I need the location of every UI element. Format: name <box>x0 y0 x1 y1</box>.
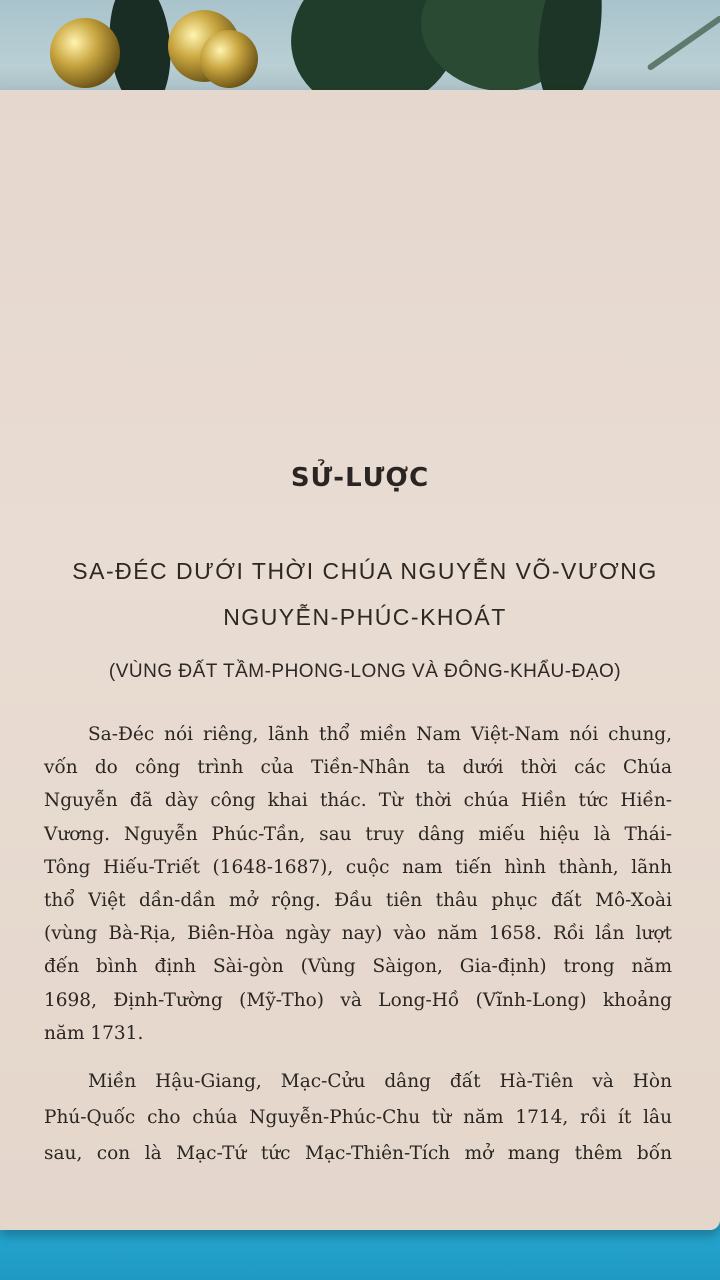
paragraph-1 <box>44 718 672 1050</box>
text-line: Nguyễn đã dày công khai thác. Từ thời chúa Hiền tức Hiền- <box>44 790 672 812</box>
text-line: Tông Hiếu-Triết (1648-1687), cuộc nam tiến hình thành, lãnh <box>44 856 672 878</box>
text-line: năm 1731. <box>44 1022 144 1044</box>
gold-ornament <box>50 18 120 88</box>
chapter-subtitle: (VÙNG ĐẤT TẦM-PHONG-LONG VÀ ĐÔNG-KHẨU-ĐẠO) <box>108 661 622 682</box>
chapter-title-line-1: SA-ĐÉC DƯỚI THỜI CHÚA NGUYỄN VÕ-VƯƠNG <box>72 558 658 584</box>
text-line: (vùng Bà-Rịa, Biên-Hòa ngày nay) vào năm 1658. Rồi lần lượt <box>44 923 672 945</box>
text-line: Phú-Quốc cho chúa Nguyễn-Phúc-Chu từ năm 1714, rồi ít lâu <box>44 1107 672 1128</box>
chapter-title-line-2: NGUYỄN-PHÚC-KHOÁT <box>223 604 507 630</box>
text-line: thổ Việt dần-dần mở rộng. Đầu tiên thâu phục đất Mô-Xoài <box>44 890 672 912</box>
text-line: sau, con là Mạc-Tứ tức Mạc-Thiên-Tích mở mang thêm bốn <box>44 1143 672 1164</box>
book-page <box>0 90 720 1230</box>
gold-ornament <box>200 30 258 88</box>
page-heading: SỬ-LƯỢC <box>290 463 430 493</box>
text-line: Vương. Nguyễn Phúc-Tần, sau truy dâng miếu hiệu là Thái- <box>44 823 672 845</box>
text-line: 1698, Định-Tường (Mỹ-Tho) và Long-Hồ (Vĩnh-Long) khoảng <box>44 989 672 1011</box>
text-line: vốn do công trình của Tiền-Nhân ta dưới thời các Chúa <box>44 757 672 779</box>
text-line: Miền Hậu-Giang, Mạc-Cửu dâng đất Hà-Tiên và Hòn <box>88 1071 672 1092</box>
text-line: đến bình định Sài-gòn (Vùng Sàigon, Gia-định) trong năm <box>44 956 672 978</box>
paragraph-2 <box>44 1064 672 1172</box>
text-line: Sa-Đéc nói riêng, lãnh thổ miền Nam Việt-Nam nói chung, <box>88 724 672 745</box>
